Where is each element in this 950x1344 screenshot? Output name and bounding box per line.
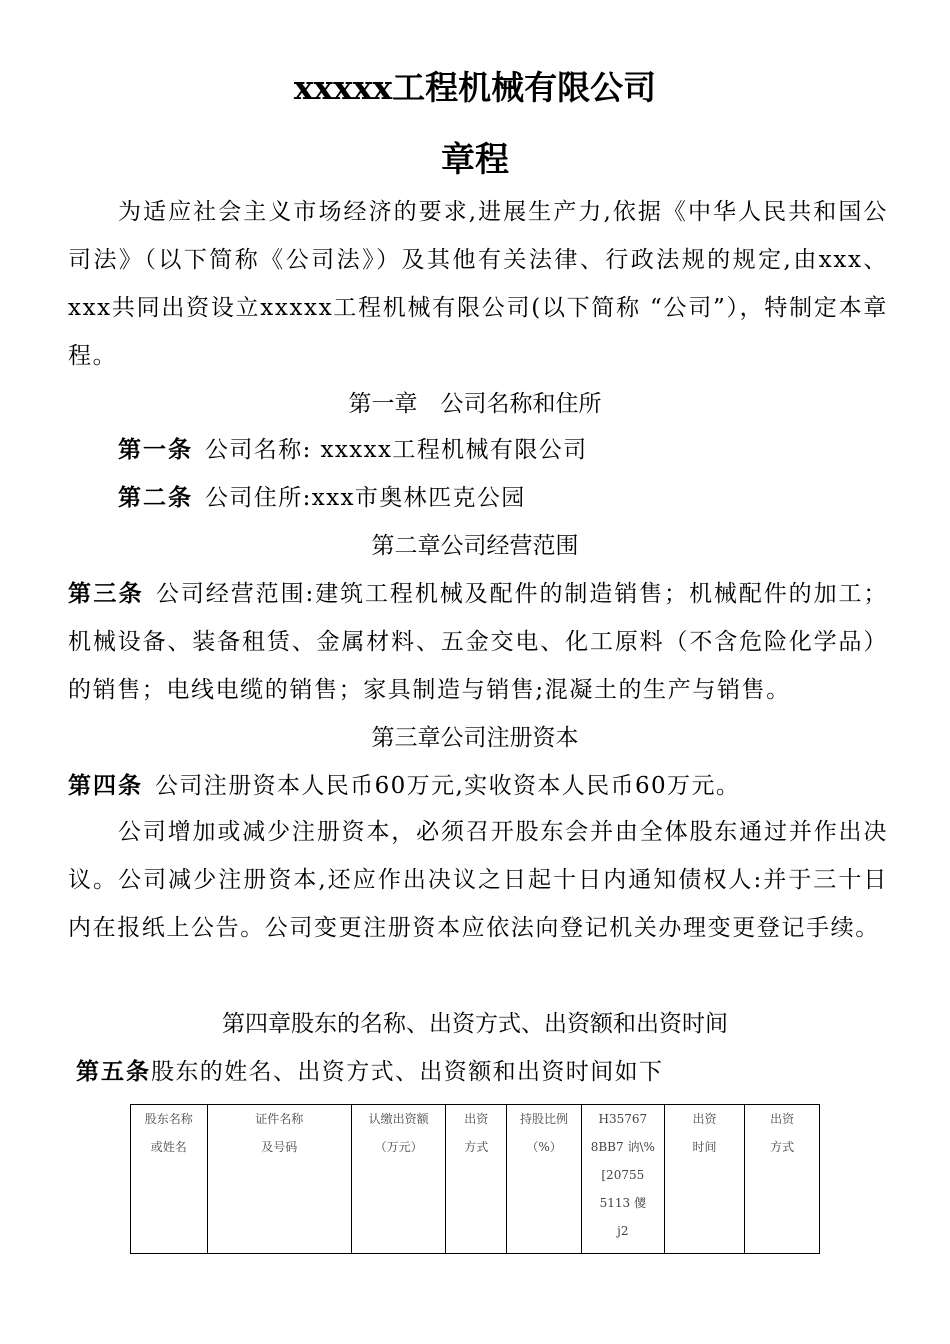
article-2-text: 公司住所:xxx市奥林匹克公园	[205, 485, 526, 511]
company-title: xxxxx工程机械有限公司	[293, 68, 657, 107]
article-4-text: 公司注册资本人民币60万元,实收资本人民币60万元。	[155, 773, 741, 799]
chapter-4-heading: 第四章股东的名称、出资方式、出资额和出资时间	[222, 1011, 728, 1037]
article-4	[68, 764, 740, 808]
article-5-text: 股东的姓名、出资方式、出资额和出资时间如下	[151, 1059, 664, 1085]
article-2-label: 第二条	[118, 484, 193, 511]
article-3	[68, 570, 888, 714]
document-subtitle: 章程	[441, 140, 509, 180]
chapter-3-heading: 第三章公司注册资本	[371, 725, 579, 751]
article-3-text: 公司经营范围:建筑工程机械及配件的制造销售；机械配件的加工；机械设备、装备租赁、金属材料、五金交电、化工原料（不含危险化学品）的销售；电线电缆的销售；家具制造与销售;混凝土的生产与销售。	[68, 581, 889, 703]
table-cell: 出资 时间	[664, 1105, 745, 1254]
table-cell: 证件名称 及号码	[207, 1105, 351, 1254]
article-5-label: 第五条	[76, 1058, 151, 1085]
table-row	[131, 1105, 820, 1254]
article-3-label: 第三条	[68, 580, 144, 607]
article-2	[118, 476, 526, 520]
article-4-label: 第四条	[68, 772, 143, 799]
article-1-text: 公司名称: xxxxx工程机械有限公司	[205, 437, 588, 463]
shareholder-table	[130, 1104, 820, 1254]
table-cell: 认缴出资额 （万元）	[351, 1105, 446, 1254]
preamble-paragraph: 为适应社会主义市场经济的要求,进展生产力,依据《中华人民共和国公司法》（以下简称《公司法》）及其他有关法律、行政法规的规定,由xxx、xxx共同出资设立xxxxx工程机械有限公司(以下简称 “公司”），特制定本章程。	[68, 199, 888, 369]
article-4-paragraph-2: 公司增加或减少注册资本，必须召开股东会并由全体股东通过并作出决议。公司减少注册资本,还应作出决议之日起十日内通知债权人:并于三十日内在报纸上公告。公司变更注册资本应依法向登记机关办理变更登记手续。	[68, 819, 888, 941]
table-cell: 股东名称 或姓名	[131, 1105, 208, 1254]
article-1	[118, 428, 588, 472]
table-cell: 出资 方式	[745, 1105, 820, 1254]
table-cell: H35767 8BB7 讷\% [20755 5113 儍 j2	[581, 1105, 664, 1254]
article-5	[76, 1050, 663, 1094]
table-cell: 持股比例 （%）	[507, 1105, 582, 1254]
article-1-label: 第一条	[118, 436, 193, 463]
chapter-1-heading: 第一章 公司名称和住所	[348, 391, 602, 417]
chapter-2-heading: 第二章公司经营范围	[371, 533, 579, 559]
table-cell: 出资 方式	[446, 1105, 507, 1254]
